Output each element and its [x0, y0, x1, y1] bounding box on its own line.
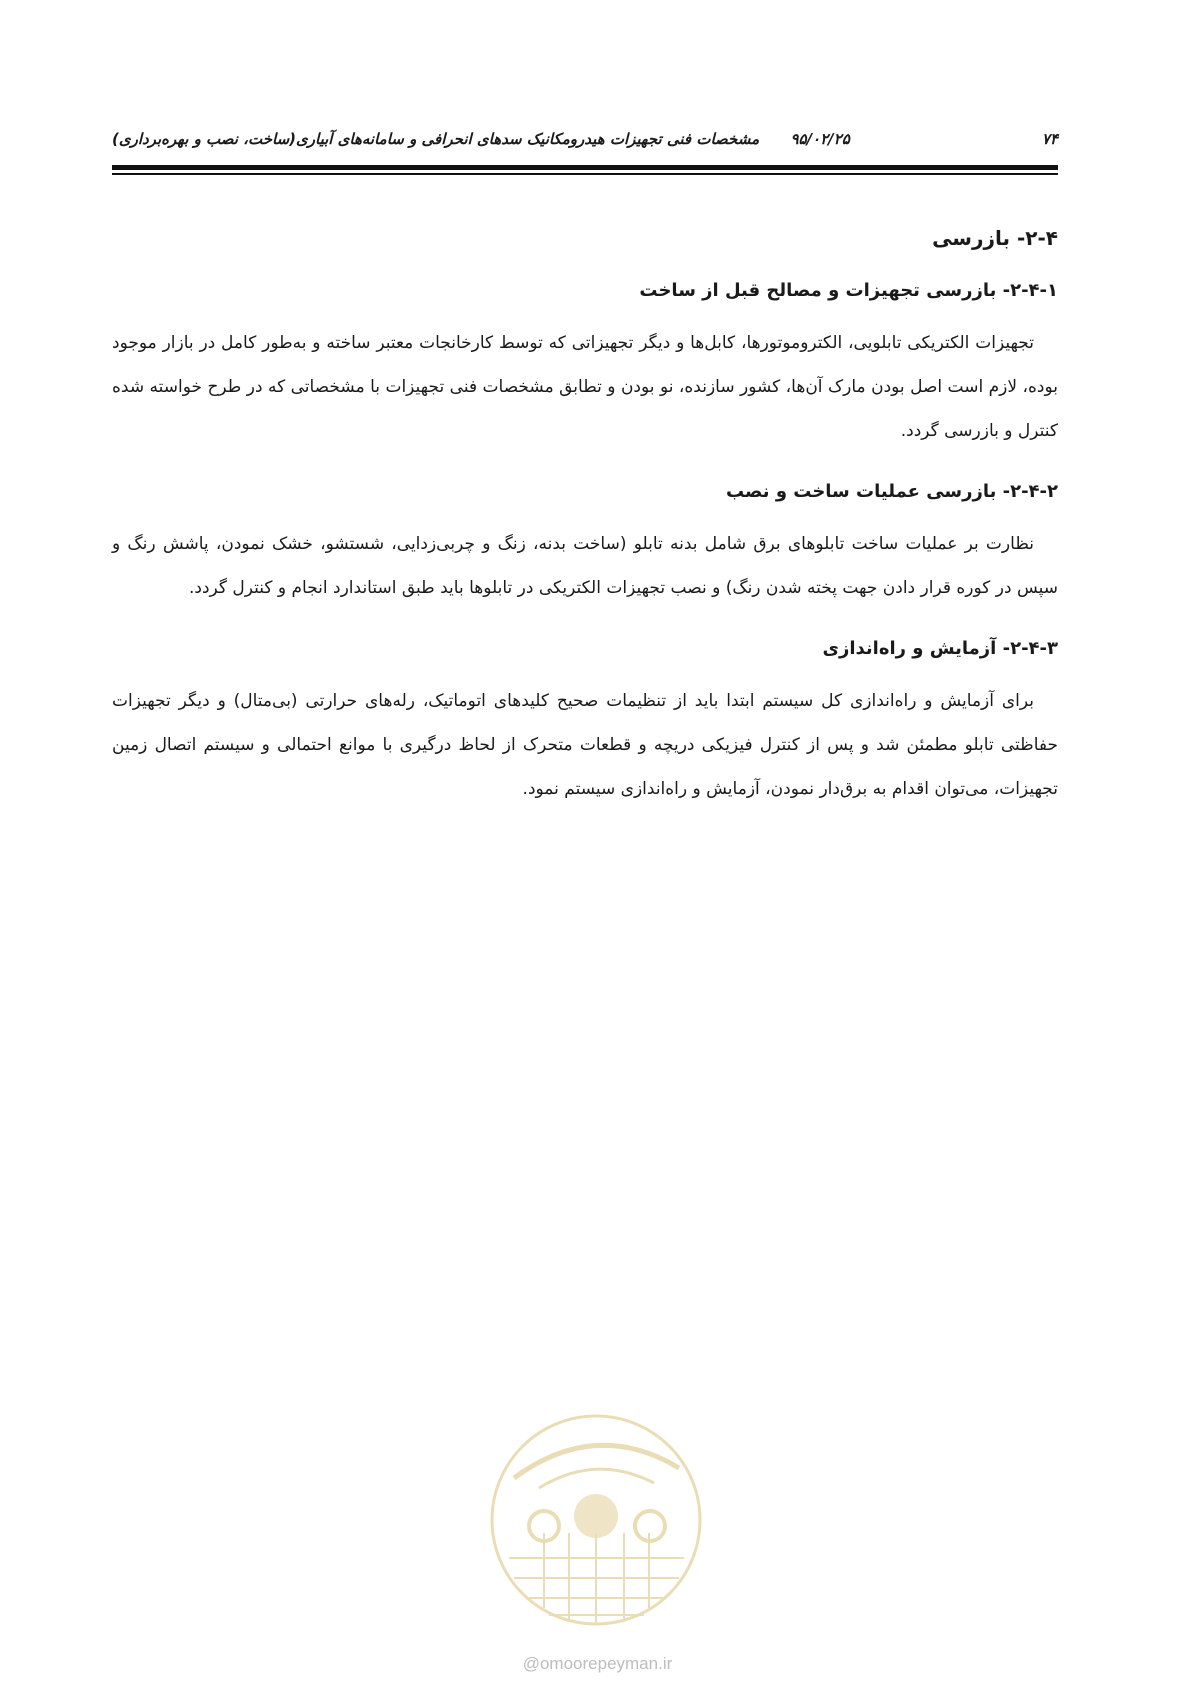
subsection-1-body: تجهیزات الکتریکی تابلویی، الکتروموتورها، کابل‌ها و دیگر تجهیزاتی که توسط کارخانجات معتبر ساخته و به‌طور کامل در بازار موجود بوده، لازم است اصل بودن مارک آن‌ها، کشور سازنده، نو بودن و تطابق مشخصات فنی تجهیزات با مشخصاتی که در طرح خواسته شده کنترل و بازرسی گردد. — [112, 333, 1058, 441]
subsection-1-heading: ۲-۴-۱- بازرسی تجهیزات و مصالح قبل از ساخت — [639, 280, 1058, 301]
watermark-seal — [484, 1408, 709, 1648]
header-rule-thin — [112, 173, 1058, 175]
seal-logo-icon — [484, 1408, 709, 1648]
page-header — [112, 130, 1058, 154]
header-document-title: مشخصات فنی تجهیزات هیدرومکانیک سدهای انحرافی و سامانه‌های آبیاری(ساخت، نصب و بهره‌برداری) — [112, 130, 760, 148]
subsection-2-heading: ۲-۴-۲- بازرسی عملیات ساخت و نصب — [726, 481, 1058, 502]
subsection-3-body: برای آزمایش و راه‌اندازی کل سیستم ابتدا باید از تنظیمات صحیح کلیدهای اتوماتیک، رله‌های حرارتی (بی‌متال) و دیگر تجهیزات حفاظتی تابلو مطمئن شد و پس از کنترل فیزیکی دریچه و قطعات متحرک از لحاظ درگیری با موانع احتمالی و سیستم اتصال زمین تجهیزات، می‌توان اقدام به برق‌دار نمودن، آزمایش و راه‌اندازی سیستم نمود. — [112, 691, 1058, 799]
header-rule-thick — [112, 165, 1058, 170]
section-heading: ۲-۴- بازرسی — [932, 226, 1058, 250]
document-body — [112, 210, 1058, 811]
subsection-3-heading: ۲-۴-۳- آزمایش و راه‌اندازی — [822, 638, 1058, 659]
page-number: ۷۴ — [1041, 130, 1058, 148]
header-date: ۹۵/۰۲/۲۵ — [790, 130, 850, 148]
subsection-2-body: نظارت بر عملیات ساخت تابلوهای برق شامل بدنه تابلو (ساخت بدنه، زنگ و چربی‌زدایی، شستشو، خشک نمودن، پاشش رنگ و سپس در کوره قرار دادن جهت پخته شدن رنگ) و نصب تجهیزات الکتریکی در تابلوها باید طبق استاندارد انجام و کنترل گردد. — [112, 534, 1058, 598]
header-title — [112, 130, 1058, 148]
watermark-caption: @omoorepeyman.ir — [522, 1654, 673, 1673]
